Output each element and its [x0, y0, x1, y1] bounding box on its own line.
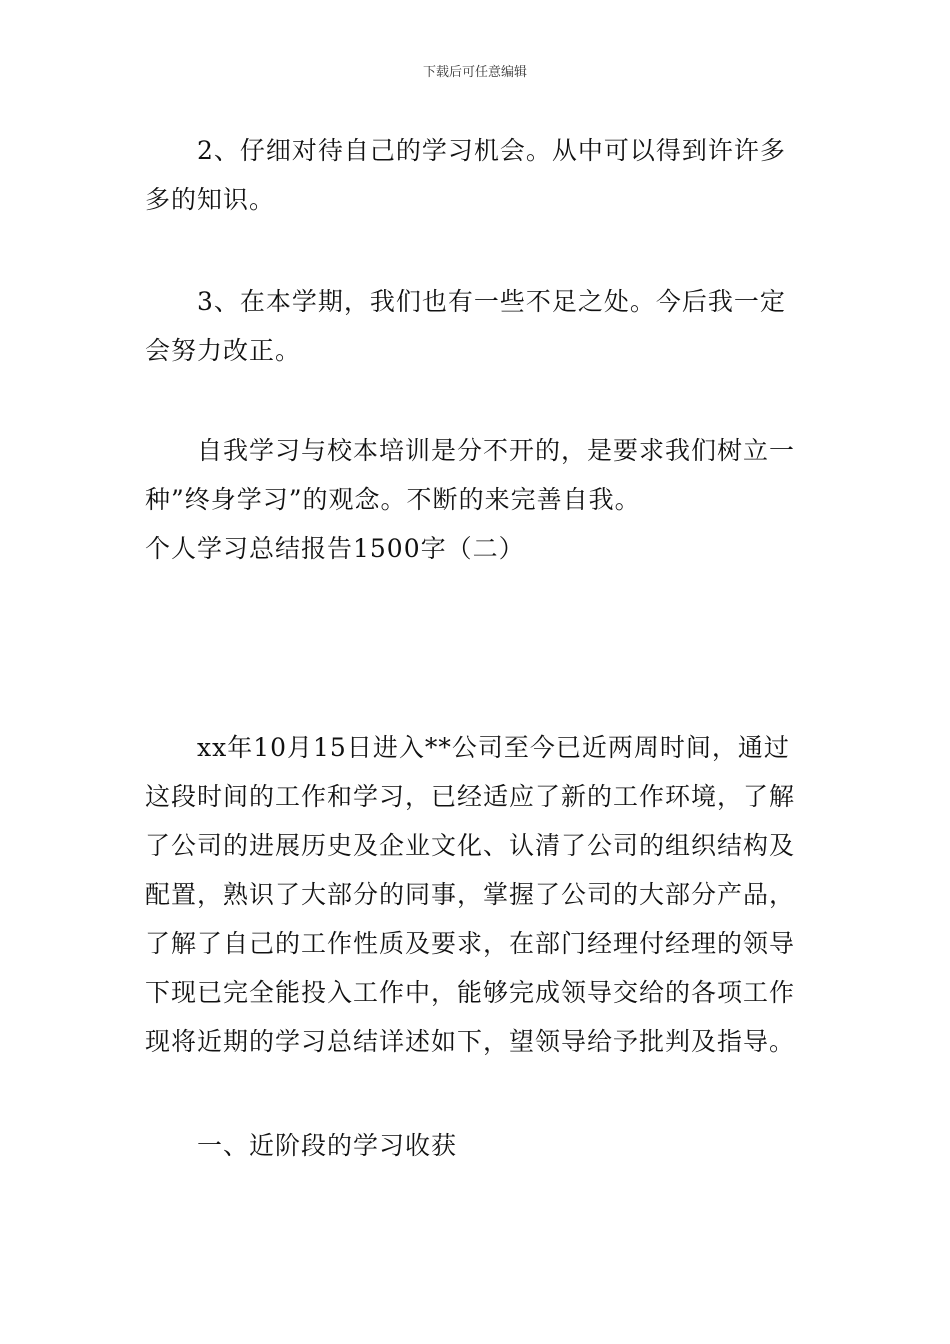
- paragraph-lifelong-learning: 自我学习与校本培训是分不开的，是要求我们树立一种”终身学习”的观念。不断的来完善自我。: [145, 436, 796, 514]
- page-header: 下载后可任意编辑: [422, 65, 527, 80]
- paragraph-study-opportunity: 2、仔细对待自己的学习机会。从中可以得到许许多多的知识。: [145, 136, 786, 214]
- section-heading-learning-gains: 一、近阶段的学习收获: [197, 1131, 458, 1160]
- paragraph-shortcomings: 3、在本学期，我们也有一些不足之处。今后我一定会努力改正。: [145, 287, 786, 365]
- paragraph-company-intro: xx年10月15日进入**公司至今已近两周时间，通过这段时间的工作和学习，已经适应了新的工作环境，了解了公司的进展历史及企业文化、认清了公司的组织结构及配置，熟识了大部分的同事，掌握了公司的大部分产品，了解了自己的工作性质及要求，在部门经理付经理的领导下现已完全能投入工作中，能够完成领导交给的各项工作现将近期的学习总结详述如下，望领导给予批判及指导。: [145, 733, 796, 1056]
- section-title: 个人学习总结报告1500字（二）: [145, 534, 525, 563]
